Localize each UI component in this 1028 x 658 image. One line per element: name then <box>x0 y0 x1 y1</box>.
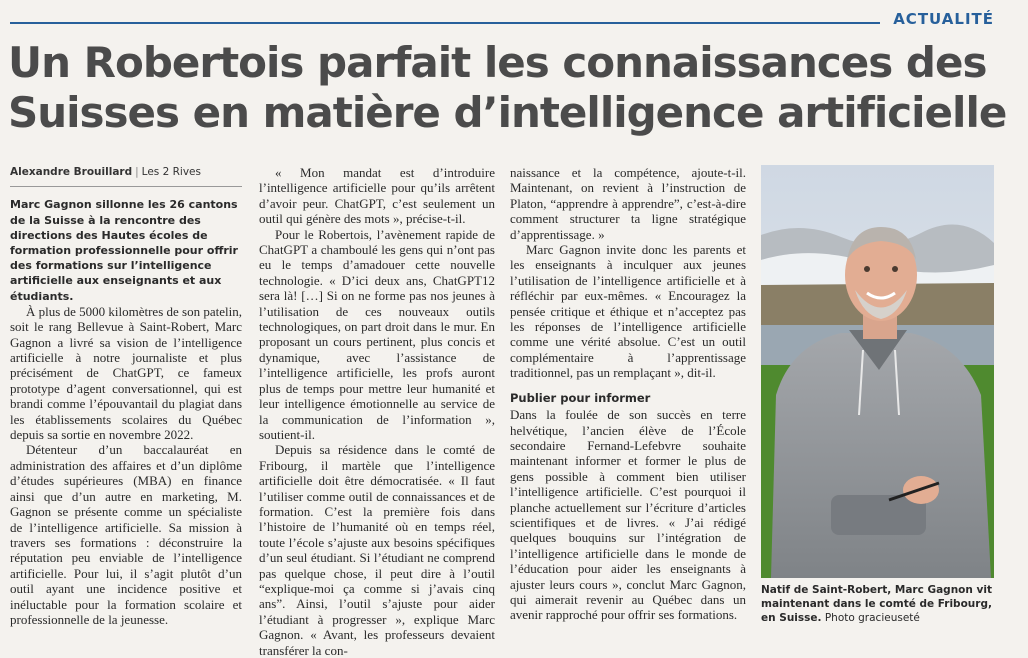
caption-text: Natif de Saint-Robert, Marc Gagnon vit maintenant dans le comté de Fribourg, en Suisse. <box>761 584 992 624</box>
paragraph: naissance et la compétence, ajoute-t-il. Maintenant, on revient à l’instruction de Platon, “apprendre à apprendre”, c’est-à-dire comment structurer ta ligne stratégique d’apprentissage. » <box>510 165 746 242</box>
paragraph: Détenteur d’un baccalauréat en administration des affaires et d’un diplôme d’études supérieures (MBA) en finance ainsi que d’un autre en marketing, M. Gagnon se présente comme un spécialiste de l’intelligence artificielle. Sa mission à travers ses formations : déconstruire la réputation peu enviable de l’intelligence artificielle. Pour lui, il s’agit plutôt d’un outil ayant une incidence positive et inéluctable pour la formation scolaire et professionnelle de la jeunesse. <box>10 442 242 627</box>
article-subhead: Publier pour informer <box>510 390 651 405</box>
paragraph: Dans la foulée de son succès en terre helvétique, l’ancien élève de l’École secondaire Fernand-Lefebvre souhaite maintenant informer et former le plus de gens possible à comment bien utiliser l’intelligence artificielle. C’est pourquoi il planche actuellement sur l’écriture d’articles scientifiques et de livres. « J’ai rédigé quelques bouquins sur l’intégration de l’intelligence artificielle dans le monde de l’éducation pour aider les enseignants à ajuster leurs cours », conclut Marc Gagnon, qui aimerait revenir au Québec dans un avenir rapproché pour offrir ses formations. <box>510 407 746 623</box>
byline-separator: | <box>135 166 139 178</box>
article-column-3 <box>510 165 746 623</box>
section-label: ACTUALITÉ <box>893 10 994 28</box>
portrait-illustration <box>761 165 994 578</box>
paragraph: Pour le Robertois, l’avènement rapide de ChatGPT a chamboulé les gens qui n’ont pas eu le temps d’amadouer cette nouvelle technologie. « D’ici deux ans, ChatGPT12 sera là! […] Si on ne forme pas nos jeunes à l’utilisation de ces nouveaux outils technologiques, on part droit dans le mur. En proposant un cours pertinent, plus concis et dynamique, avec l’assistance de l’intelligence artificielle, les profs auront plus de temps pour mettre leur humanité et leur intelligence émotionnelle au service de la communication de l’information », soutient-il. <box>259 226 495 442</box>
portrait-photo <box>761 165 994 578</box>
article-headline: Un Robertois parfait les connaissances des Suisses en matière d’intelligence artificielle <box>8 38 1007 137</box>
paragraph: Marc Gagnon invite donc les parents et les enseignants à inculquer aux jeunes l’utilisation de l’intelligence artificielle et à réfléchir par eux-mêmes. « Encouragez la pensée critique et éthique et n’acceptez pas les réponses de l’intelligence artificielle comme une vérité absolue. C’est un outil complémentaire à l’apprentissage traditionnel, pas un remplaçant », dit-il. <box>510 242 746 381</box>
paragraph: Depuis sa résidence dans le comté de Fribourg, il martèle que l’intelligence artificielle doit être démocratisée. « Il faut l’utiliser comme outil de connaissances et de formation. C’est la première fois dans l’histoire de l’humanité où en temps réel, toute l’école s’ajuste aux besoins spécifiques d’un seul étudiant. Si l’étudiant ne comprend pas quelque chose, il peut dire à l’outil “explique-moi ça comme si j’avais cinq ans”. Ainsi, l’outil s’ajuste pour aider l’étudiant à progresser », explique Marc Gagnon. « Avant, les professeurs devaient transférer la con- <box>259 442 495 658</box>
article-lead: Marc Gagnon sillonne les 26 cantons de la Suisse à la rencontre des directions des Hautes écoles de formation professionnelle pour offrir des formations sur l’intelligence artificielle aux enseignants et aux étudiants. <box>10 198 238 303</box>
byline-author: Alexandre Brouillard <box>10 166 133 178</box>
byline-outlet: Les 2 Rives <box>141 166 201 178</box>
paragraph: À plus de 5000 kilomètres de son patelin, soit le rang Bellevue à Saint-Robert, Marc Gagnon a livré sa vision de l’intelligence artificielle à notre journaliste et plus précisément de ChatGPT, ce fameux prototype d’agent conversationnel, qui est brandi comme l’épouvantail du plagiat dans les établissements scolaires du Québec depuis sa sortie en novembre 2022. <box>10 303 242 443</box>
byline <box>10 165 242 187</box>
photo-caption <box>761 583 1001 625</box>
section-rule <box>10 22 880 24</box>
paragraph: « Mon mandat est d’introduire l’intelligence artificielle pour qu’ils arrêtent d’avoir peur. ChatGPT, c’est seulement un outil qui génère des mots », précise-t-il. <box>259 165 495 227</box>
caption-credit: Photo gracieuseté <box>824 612 920 624</box>
article-column-1 <box>10 165 242 627</box>
article-column-2 <box>259 165 495 658</box>
